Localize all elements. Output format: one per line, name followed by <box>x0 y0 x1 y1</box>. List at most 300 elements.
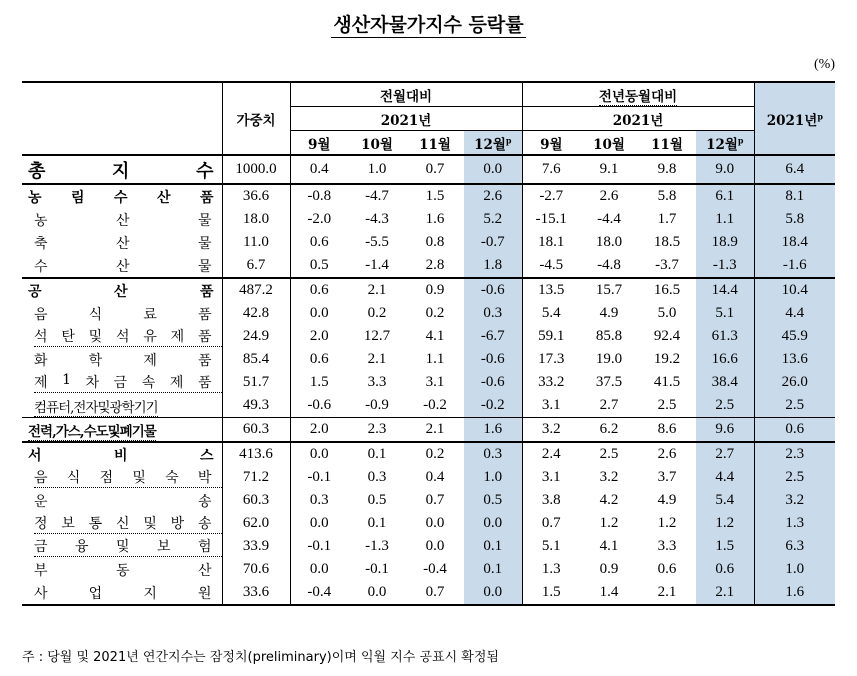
yoy-cell: 3.7 <box>657 469 677 485</box>
mom-cell: 1.0 <box>464 466 522 489</box>
annual-cell: 6.4 <box>754 155 835 184</box>
yoy-cell: 3.1 <box>522 466 580 489</box>
mom-cell: 1.8 <box>464 254 522 278</box>
row-label <box>22 302 222 325</box>
table-row <box>22 155 835 184</box>
weight-cell: 60.3 <box>222 489 290 512</box>
row-label-glyph: 료 <box>143 306 157 323</box>
yoy-cell: 61.3 <box>696 325 754 348</box>
table-row <box>22 442 835 466</box>
mom-cell: 0.3 <box>367 469 387 485</box>
mom-cell: 0.2 <box>425 446 445 462</box>
yoy-cell: -2.7 <box>522 184 580 208</box>
mom-cell: -0.4 <box>423 561 447 577</box>
mom-cell: 2.3 <box>367 421 387 437</box>
row-label <box>22 278 222 302</box>
row-label-glyph: 험 <box>197 539 212 555</box>
yoy-cell: -15.1 <box>522 208 580 231</box>
row-label-glyph: 축 <box>34 235 48 252</box>
row-label-glyph: 보 <box>156 539 171 555</box>
mom-cell: 0.9 <box>425 282 445 298</box>
row-label-glyph: 서 <box>28 447 42 464</box>
mom-cell: 1.6 <box>425 211 445 227</box>
yoy-cell: 3.1 <box>522 394 580 418</box>
annual-cell: 2.3 <box>754 442 835 466</box>
weight-cell: 18.0 <box>222 208 290 231</box>
mom-cell: 0.3 <box>464 302 522 325</box>
yoy-cell: 17.3 <box>522 348 580 371</box>
mom-cell: -0.6 <box>464 278 522 302</box>
mom-cell: 0.7 <box>425 584 445 600</box>
row-label-glyph: 농 <box>28 189 42 206</box>
mom-cell: 2.8 <box>425 257 445 273</box>
yoy-cell: 18.5 <box>653 234 681 250</box>
yoy-cell: 37.5 <box>595 374 623 390</box>
mom-cell: 0.0 <box>290 442 348 466</box>
yoy-cell: 2.1 <box>657 584 677 600</box>
mom-cell: 3.1 <box>425 374 445 390</box>
mom-cell: 0.1 <box>367 515 387 531</box>
row-label-glyph: 송 <box>197 493 212 510</box>
mom-cell: -4.3 <box>365 211 389 227</box>
annual-cell: 1.0 <box>754 558 835 581</box>
row-label-glyph: 원 <box>197 585 212 602</box>
yoy-cell: 4.1 <box>599 538 619 554</box>
weight-cell: 49.3 <box>222 394 290 418</box>
mom-cell: 1.6 <box>464 418 522 443</box>
yoy-cell: -1.3 <box>696 254 754 278</box>
row-label-glyph: 품 <box>199 283 214 300</box>
row-label <box>22 231 222 254</box>
mom-cell: 2.0 <box>290 418 348 443</box>
yoy-cell: 2.1 <box>696 581 754 605</box>
mom-cell: 0.5 <box>290 254 348 278</box>
mom-cell: 0.2 <box>367 305 387 321</box>
mom-cell: 0.2 <box>425 305 445 321</box>
yoy-cell: 4.2 <box>599 492 619 508</box>
label-header <box>22 82 222 155</box>
table-row <box>22 348 835 371</box>
yoy-cell: 3.3 <box>657 538 677 554</box>
mom-header: 전월대비 <box>290 82 522 107</box>
yoy-cell: 59.1 <box>522 325 580 348</box>
table-row <box>22 466 835 489</box>
row-label-glyph: 부 <box>34 562 48 579</box>
annual-cell: 2.5 <box>754 466 835 489</box>
yoy-cell: 2.7 <box>696 442 754 466</box>
weight-cell: 85.4 <box>222 348 290 371</box>
yoy-cell: 1.5 <box>696 535 754 558</box>
annual-header: 2021년$^p$ <box>754 82 835 155</box>
mom-cell: 12.7 <box>363 328 391 344</box>
row-label <box>22 581 222 605</box>
row-label-glyph: 정 <box>34 516 48 532</box>
weight-cell: 33.6 <box>222 581 290 605</box>
yoy-cell: -4.8 <box>597 257 621 273</box>
yoy-month-header: 9월 <box>522 131 580 156</box>
mom-cell: 0.1 <box>464 535 522 558</box>
table-row <box>22 325 835 348</box>
row-label-glyph: 방 <box>170 516 185 532</box>
row-label <box>22 371 222 394</box>
yoy-cell: 92.4 <box>653 328 681 344</box>
mom-cell: 0.0 <box>464 581 522 605</box>
mom-month-header: 12월$^p$ <box>464 131 522 156</box>
row-label-glyph: 석 <box>115 329 130 345</box>
mom-cell: 0.0 <box>464 512 522 535</box>
row-label-glyph: 수 <box>34 258 48 275</box>
table-row <box>22 208 835 231</box>
yoy-cell: 6.2 <box>599 421 619 437</box>
mom-cell: 0.5 <box>464 489 522 512</box>
yoy-cell: 3.2 <box>522 418 580 443</box>
mom-cell: 0.6 <box>290 231 348 254</box>
row-label-glyph: 화 <box>34 352 48 369</box>
annual-cell: 1.3 <box>754 512 835 535</box>
yoy-cell: 1.4 <box>599 584 619 600</box>
yoy-cell: 1.3 <box>522 558 580 581</box>
table-row <box>22 581 835 605</box>
yoy-cell: 0.6 <box>657 561 677 577</box>
row-label-glyph: 통 <box>88 516 103 532</box>
row-label-glyph: 품 <box>197 375 212 391</box>
mom-cell: 0.0 <box>464 155 522 184</box>
row-label-glyph: 사 <box>34 585 48 602</box>
mom-month-header: 10월 <box>361 136 393 153</box>
row-label <box>22 442 222 466</box>
row-label-glyph: 금 <box>113 375 128 391</box>
row-label-glyph: 물 <box>197 235 212 252</box>
table-row <box>22 512 835 535</box>
row-label-glyph: 학 <box>88 352 103 369</box>
row-label-glyph: 품 <box>199 189 214 206</box>
table-row <box>22 489 835 512</box>
annual-cell: 6.3 <box>754 535 835 558</box>
row-label-glyph: 산 <box>156 189 171 206</box>
row-label-glyph: 산 <box>115 258 130 275</box>
mom-cell: -0.6 <box>290 394 348 418</box>
mom-cell: 0.6 <box>290 278 348 302</box>
mom-cell: 0.7 <box>425 492 445 508</box>
mom-cell: 0.6 <box>290 348 348 371</box>
yoy-cell: 3.2 <box>599 469 619 485</box>
row-label-glyph: 산 <box>115 235 130 252</box>
mom-cell: 0.3 <box>290 489 348 512</box>
row-label <box>22 325 222 348</box>
yoy-cell: 15.7 <box>595 282 623 298</box>
yoy-cell: 2.5 <box>657 397 677 413</box>
yoy-cell: 0.6 <box>696 558 754 581</box>
row-label-glyph: 제 <box>143 352 157 369</box>
mom-cell: 5.2 <box>464 208 522 231</box>
yoy-cell: 2.7 <box>599 397 619 413</box>
mom-cell: 0.1 <box>367 446 387 462</box>
row-label <box>22 512 222 535</box>
row-label-glyph: 1 <box>62 372 72 388</box>
weight-cell: 11.0 <box>222 231 290 254</box>
annual-cell: 10.4 <box>754 278 835 302</box>
yoy-cell: 85.8 <box>595 328 623 344</box>
row-label-glyph: 운 <box>34 493 48 510</box>
yoy-cell: 16.6 <box>696 348 754 371</box>
mom-cell: 2.1 <box>425 421 445 437</box>
mom-cell: -0.1 <box>290 466 348 489</box>
yoy-cell: 18.9 <box>696 231 754 254</box>
mom-cell: -1.3 <box>365 538 389 554</box>
mom-cell: -0.1 <box>365 561 389 577</box>
mom-cell: 0.0 <box>367 584 387 600</box>
mom-cell: 3.3 <box>367 374 387 390</box>
mom-cell: 1.0 <box>367 161 387 177</box>
yoy-cell: 5.1 <box>522 535 580 558</box>
row-label <box>22 208 222 231</box>
row-label-glyph: 및 <box>88 329 103 345</box>
annual-cell: 3.2 <box>754 489 835 512</box>
yoy-cell: 6.1 <box>696 184 754 208</box>
weight-cell: 60.3 <box>222 418 290 443</box>
yoy-cell: 5.4 <box>522 302 580 325</box>
mom-cell: 2.1 <box>367 282 387 298</box>
mom-cell: 2.0 <box>290 325 348 348</box>
row-label-glyph: 림 <box>70 189 85 206</box>
row-label-glyph: 제 <box>169 375 184 391</box>
weight-cell: 1000.0 <box>222 155 290 184</box>
annual-cell: 1.6 <box>754 581 835 605</box>
weight-cell: 24.9 <box>222 325 290 348</box>
mom-cell: -0.4 <box>290 581 348 605</box>
row-label-glyph: 업 <box>88 585 103 602</box>
yoy-cell: -4.4 <box>597 211 621 227</box>
mom-cell: 1.5 <box>425 188 445 204</box>
yoy-cell: 1.2 <box>599 515 619 531</box>
yoy-cell: 8.6 <box>657 421 677 437</box>
yoy-month-header: 10월 <box>593 136 625 153</box>
row-label-glyph: 박 <box>197 470 212 486</box>
yoy-cell: 3.8 <box>522 489 580 512</box>
mom-cell: -2.0 <box>290 208 348 231</box>
row-label-glyph: 및 <box>143 516 157 532</box>
yoy-cell: 2.4 <box>522 442 580 466</box>
yoy-cell: 1.5 <box>522 581 580 605</box>
row-label-glyph: 및 <box>132 470 146 486</box>
row-label-glyph: 산 <box>113 283 128 300</box>
mom-cell: 0.7 <box>425 161 445 177</box>
weight-cell: 413.6 <box>222 442 290 466</box>
mom-cell: 0.5 <box>367 492 387 508</box>
yoy-cell: 9.0 <box>696 155 754 184</box>
row-label-glyph: 품 <box>197 329 212 345</box>
row-label-glyph: 지 <box>143 585 157 602</box>
yoy-cell: 4.9 <box>599 305 619 321</box>
table-row <box>22 558 835 581</box>
table-row <box>22 231 835 254</box>
yoy-cell: -4.5 <box>522 254 580 278</box>
yoy-cell: 14.4 <box>696 278 754 302</box>
mom-cell: -0.2 <box>423 397 447 413</box>
row-label-glyph: 신 <box>115 516 130 532</box>
mom-cell: 1.5 <box>290 371 348 394</box>
yoy-cell: 5.8 <box>657 188 677 204</box>
yoy-month-header: 12월$^p$ <box>696 131 754 156</box>
mom-cell: 4.1 <box>425 328 445 344</box>
yoy-cell: 1.2 <box>657 515 677 531</box>
table-row <box>22 254 835 278</box>
mom-year-header: 2021년 <box>290 107 522 131</box>
annual-cell: -1.6 <box>754 254 835 278</box>
mom-cell: 0.0 <box>290 302 348 325</box>
row-label-glyph: 음 <box>34 306 48 323</box>
annual-cell: 45.9 <box>754 325 835 348</box>
table-row <box>22 394 835 418</box>
row-label-glyph: 식 <box>66 470 81 486</box>
mom-cell: -0.6 <box>464 371 522 394</box>
row-label <box>22 184 222 208</box>
row-label-glyph: 유 <box>143 329 157 345</box>
yoy-cell: 2.5 <box>696 394 754 418</box>
yoy-cell: 1.1 <box>696 208 754 231</box>
row-label <box>22 535 222 558</box>
mom-cell: 0.0 <box>425 515 445 531</box>
yoy-cell: 19.0 <box>595 351 623 367</box>
yoy-cell: 16.5 <box>653 282 681 298</box>
row-label <box>22 348 222 371</box>
yoy-cell: 1.7 <box>657 211 677 227</box>
mom-cell: 0.8 <box>425 234 445 250</box>
mom-cell: -4.7 <box>365 188 389 204</box>
yoy-cell: 2.5 <box>599 446 619 462</box>
row-label-glyph: 농 <box>34 212 48 229</box>
mom-cell: 0.0 <box>290 558 348 581</box>
row-label-glyph: 공 <box>28 283 42 300</box>
yoy-cell: 9.6 <box>696 418 754 443</box>
yoy-cell: 0.7 <box>522 512 580 535</box>
weight-cell: 62.0 <box>222 512 290 535</box>
yoy-cell: 13.5 <box>522 278 580 302</box>
page-title: 생산자물가지수 등락률 <box>333 14 524 36</box>
row-label-glyph: 융 <box>74 539 89 555</box>
mom-cell: 0.4 <box>290 155 348 184</box>
yoy-cell: 18.0 <box>595 234 623 250</box>
mom-cell: 0.1 <box>464 558 522 581</box>
row-label-glyph: 품 <box>197 306 212 323</box>
mom-cell: 0.0 <box>425 538 445 554</box>
mom-cell: -6.7 <box>464 325 522 348</box>
row-label-glyph: 산 <box>115 212 130 229</box>
yoy-cell: 33.2 <box>522 371 580 394</box>
yoy-header: 전년동월대비 <box>522 82 754 107</box>
mom-cell: -1.4 <box>365 257 389 273</box>
table-row <box>22 371 835 394</box>
yoy-cell: 9.1 <box>599 161 619 177</box>
row-label: 전력,가스,수도및폐기물 <box>28 423 156 440</box>
yoy-cell: 7.6 <box>522 155 580 184</box>
mom-cell: 0.0 <box>290 512 348 535</box>
mom-cell: -0.8 <box>290 184 348 208</box>
row-label <box>22 155 222 184</box>
mom-cell: -0.7 <box>464 231 522 254</box>
annual-cell: 5.8 <box>754 208 835 231</box>
yoy-cell: 9.8 <box>657 161 677 177</box>
mom-cell: -0.6 <box>464 348 522 371</box>
yoy-month-header: 11월 <box>651 136 683 153</box>
weight-cell: 71.2 <box>222 466 290 489</box>
row-label-glyph: 총 <box>28 160 46 182</box>
row-label-glyph: 비 <box>113 447 128 464</box>
row-label-glyph: 지 <box>112 160 130 182</box>
yoy-cell: 4.9 <box>657 492 677 508</box>
weight-cell: 51.7 <box>222 371 290 394</box>
annual-cell: 0.6 <box>754 418 835 443</box>
footnote: 주 : 당월 및 2021년 연간지수는 잠정치(preliminary)이며 익월 지수 공표시 확정됨 <box>22 650 499 665</box>
row-label-glyph: 음 <box>34 470 48 486</box>
weight-cell: 487.2 <box>222 278 290 302</box>
yoy-cell: -3.7 <box>655 257 679 273</box>
yoy-cell: 0.9 <box>599 561 619 577</box>
ppi-table <box>22 81 835 606</box>
mom-month-header: 11월 <box>419 136 451 153</box>
mom-cell: 0.3 <box>464 442 522 466</box>
row-label-glyph: 금 <box>34 539 48 555</box>
row-label-glyph: 송 <box>197 516 212 532</box>
mom-month-header: 9월 <box>290 131 348 156</box>
yoy-cell: 4.4 <box>696 466 754 489</box>
mom-cell: 1.1 <box>425 351 445 367</box>
row-label-glyph: 점 <box>99 470 114 486</box>
yoy-cell: 5.1 <box>696 302 754 325</box>
row-label-glyph: 및 <box>115 539 130 555</box>
row-label-glyph: 동 <box>115 562 130 579</box>
row-label-glyph: 수 <box>113 189 128 206</box>
mom-cell: 2.6 <box>464 184 522 208</box>
mom-cell: -5.5 <box>365 234 389 250</box>
yoy-cell: 5.0 <box>657 305 677 321</box>
row-label-glyph: 식 <box>88 306 103 323</box>
yoy-cell: 2.6 <box>657 446 677 462</box>
table-row <box>22 184 835 208</box>
row-label-glyph: 제 <box>34 375 48 391</box>
mom-cell: -0.9 <box>365 397 389 413</box>
row-label-glyph: 제 <box>170 329 185 345</box>
row-label <box>22 466 222 489</box>
row-label-glyph: 수 <box>196 160 214 182</box>
unit-label: (%) <box>814 57 835 72</box>
annual-cell: 8.1 <box>754 184 835 208</box>
row-label-glyph: 속 <box>141 375 156 391</box>
row-label-glyph: 산 <box>197 562 212 579</box>
yoy-cell: 1.2 <box>696 512 754 535</box>
annual-cell: 13.6 <box>754 348 835 371</box>
row-label-glyph: 스 <box>199 447 214 464</box>
table-row <box>22 302 835 325</box>
row-label-glyph: 탄 <box>61 329 75 345</box>
row-label-glyph: 보 <box>61 516 75 532</box>
row-label <box>22 558 222 581</box>
table-row <box>22 418 835 443</box>
yoy-cell: 38.4 <box>696 371 754 394</box>
weight-cell: 33.9 <box>222 535 290 558</box>
yoy-cell: 41.5 <box>653 374 681 390</box>
weight-cell: 42.8 <box>222 302 290 325</box>
yoy-year-header: 2021년 <box>522 107 754 131</box>
annual-cell: 2.5 <box>754 394 835 418</box>
yoy-cell: 18.1 <box>522 231 580 254</box>
row-label-glyph: 물 <box>197 258 212 275</box>
mom-cell: 2.1 <box>367 351 387 367</box>
yoy-cell: 5.4 <box>696 489 754 512</box>
row-label: 컴퓨터,전자및광학기기 <box>34 399 158 416</box>
row-label <box>22 254 222 278</box>
weight-cell: 36.6 <box>222 184 290 208</box>
